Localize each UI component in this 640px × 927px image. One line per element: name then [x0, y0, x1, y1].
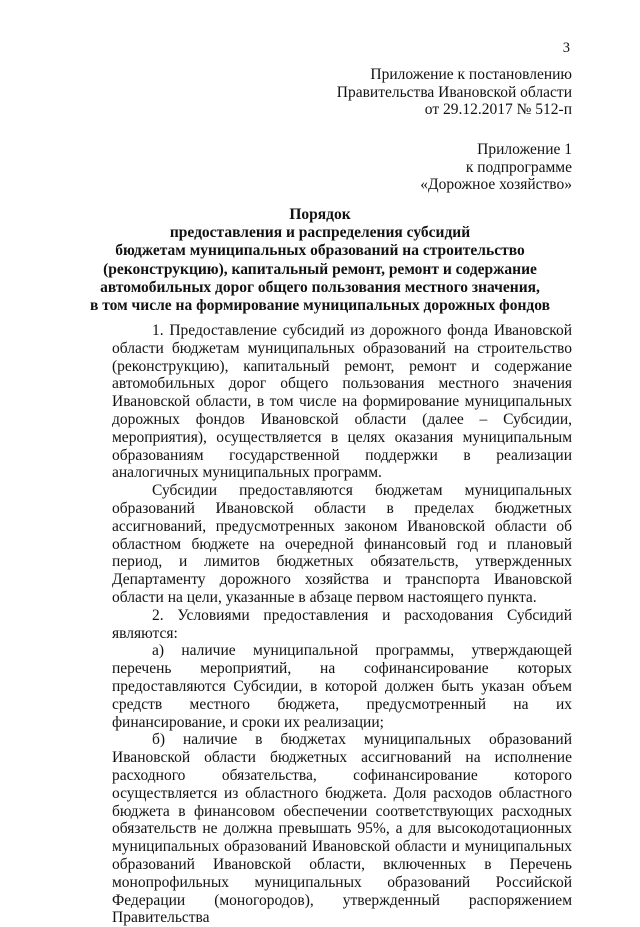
sub-annex-line: Приложение 1	[477, 141, 572, 158]
paragraph: 2. Условиями предоставления и расходования Субсидий являются:	[112, 606, 572, 642]
title-line: в том числе на формирование муниципальных дорожных фондов	[89, 297, 551, 315]
document-body	[112, 322, 572, 927]
annex-line: от 29.12.2017 № 512-п	[424, 101, 572, 118]
annex-line: Приложение к постановлению	[370, 66, 572, 83]
paragraph: Субсидии предоставляются бюджетам муниципальных образований Ивановской области в пределах бюджетных ассигнований, предусмотренных законом Ивановской области об областном бюджете на очередной финансовый год и плановый период, и лимитов бюджетных обязательств, утвержденных Департаменту дорожного хозяйства и транспорта Ивановской области на цели, указанные в абзаце первом настоящего пункта.	[112, 482, 572, 606]
annex-header	[337, 66, 572, 119]
paragraph: б) наличие в бюджетах муниципальных образований Ивановской области бюджетных ассигнований на исполнение расходного обязательства, софинансирование которого осуществляется из областного бюджета. Доля расходов областного бюджета в финансовом обеспечении соответствующих расходных обязательств не должна превышать 95%, а для высокодотационных муниципальных образований Ивановской области и муниципальных образований Ивановской области, включенных в Перечень монопрофильных муниципальных образований Российской Федерации (моногородов), утвержденный распоряжением Правительства	[112, 731, 572, 927]
paragraph: 1. Предоставление субсидий из дорожного фонда Ивановской области бюджетам муниципальных образований на строительство (реконструкцию), капитальный ремонт, ремонт и содержание автомобильных дорог общего пользования местного значения Ивановской области, в том числе на формирование муниципальных дорожных фондов Ивановской области (далее – Субсидии, мероприятия), осуществляется в целях оказания муниципальным образованиям государственной поддержки в реализации аналогичных муниципальных программ.	[112, 322, 572, 482]
page-number: 3	[562, 40, 570, 56]
title-line: (реконструкцию), капитальный ремонт, ремонт и содержание	[103, 260, 537, 278]
annex-line: Правительства Ивановской области	[336, 83, 572, 101]
title-line: бюджетам муниципальных образований на строительство	[115, 242, 525, 260]
sub-annex-line: «Дорожное хозяйство»	[420, 176, 572, 193]
title-line: автомобильных дорог общего пользования местного значения,	[100, 278, 540, 296]
document-title	[60, 206, 580, 315]
title-line: предоставления и распределения субсидий	[169, 224, 471, 242]
title-line: Порядок	[289, 206, 351, 223]
sub-annex-line: к подпрограмме	[465, 158, 572, 176]
paragraph: а) наличие муниципальной программы, утверждающей перечень мероприятий, на софинансирование которых предоставляются Субсидии, в которой должен быть указан объем средств местного бюджета, предусмотренный на их финансирование, и сроки их реализации;	[112, 642, 572, 731]
sub-annex-header	[420, 141, 572, 194]
